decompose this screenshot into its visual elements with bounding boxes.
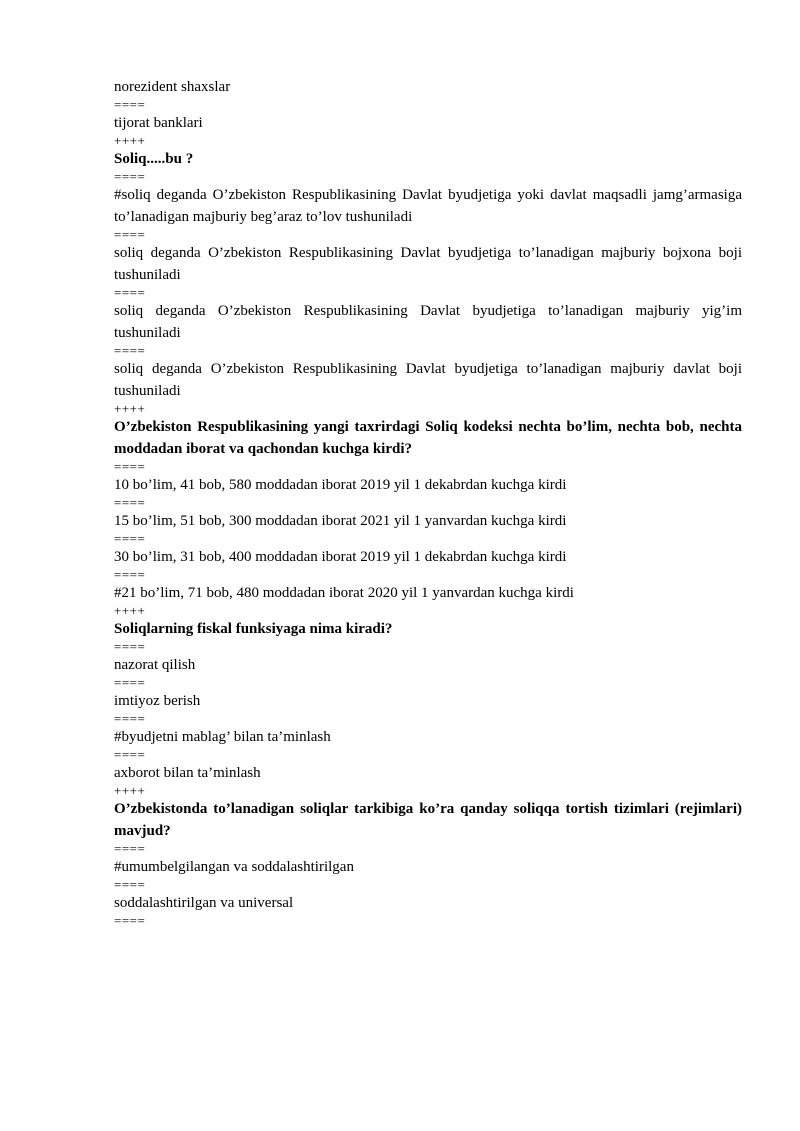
separator: ==== — [114, 459, 146, 474]
separator: ==== — [114, 711, 146, 726]
separator: ==== — [114, 495, 146, 510]
answer-option: #umumbelgilangan va soddalashtirilgan — [114, 859, 354, 875]
separator: ==== — [114, 169, 146, 184]
separator: ==== — [114, 877, 146, 892]
separator: ==== — [114, 639, 146, 654]
answer-option: 30 bo’lim, 31 bob, 400 moddadan iborat 2019 yil 1 dekabrdan kuchga kirdi — [114, 549, 567, 565]
separator: ==== — [114, 841, 146, 856]
separator: ==== — [114, 913, 146, 928]
separator: ++++ — [114, 783, 146, 798]
separator: ==== — [114, 97, 146, 112]
answer-option: axborot bilan ta’minlash — [114, 765, 261, 781]
answer-option: soliq deganda O’zbekiston Respublikasining Davlat byudjetiga to’lanadigan majburiy davlat boji tushuniladi — [114, 361, 742, 399]
separator: ++++ — [114, 603, 146, 618]
answer-option: nazorat qilish — [114, 657, 196, 673]
separator: ==== — [114, 227, 146, 242]
answer-option: #21 bo’lim, 71 bob, 480 moddadan iborat 2020 yil 1 yanvardan kuchga kirdi — [114, 585, 574, 601]
separator: ++++ — [114, 401, 146, 416]
answer-option: tijorat banklari — [114, 115, 203, 131]
separator: ==== — [114, 285, 146, 300]
answer-option: soliq deganda O’zbekiston Respublikasining Davlat byudjetiga to’lanadigan majburiy bojxona boji tushuniladi — [114, 245, 742, 283]
answer-option: #soliq deganda O’zbekiston Respublikasining Davlat byudjetiga yoki davlat maqsadli jamg’armasiga to’lanadigan majburiy beg’araz to’lov tushuniladi — [114, 187, 742, 225]
answer-option: 15 bo’lim, 51 bob, 300 moddadan iborat 2021 yil 1 yanvardan kuchga kirdi — [114, 513, 567, 529]
separator: ==== — [114, 675, 146, 690]
question-title: O’zbekiston Respublikasining yangi taxrirdagi Soliq kodeksi nechta bo’lim, nechta bob, nechta moddadan iborat va qachondan kuchga kirdi? — [114, 419, 742, 457]
separator: ++++ — [114, 133, 146, 148]
answer-option: #byudjetni mablag’ bilan ta’minlash — [114, 729, 331, 745]
separator: ==== — [114, 747, 146, 762]
separator: ==== — [114, 343, 146, 358]
answer-option: 10 bo’lim, 41 bob, 580 moddadan iborat 2019 yil 1 dekabrdan kuchga kirdi — [114, 477, 567, 493]
answer-option: norezident shaxslar — [114, 79, 231, 95]
question-title: O’zbekistonda to’lanadigan soliqlar tarkibiga ko’ra qanday soliqqa tortish tizimlari (rejimlari) mavjud? — [114, 801, 742, 839]
separator: ==== — [114, 531, 146, 546]
document-page — [114, 76, 742, 928]
answer-option: imtiyoz berish — [114, 693, 201, 709]
separator: ==== — [114, 567, 146, 582]
question-title: Soliqlarning fiskal funksiyaga nima kiradi? — [114, 621, 393, 637]
answer-option: soliq deganda O’zbekiston Respublikasining Davlat byudjetiga to’lanadigan majburiy yig’im tushuniladi — [114, 303, 742, 341]
answer-option: soddalashtirilgan va universal — [114, 895, 294, 911]
question-title: Soliq.....bu ? — [114, 151, 194, 167]
